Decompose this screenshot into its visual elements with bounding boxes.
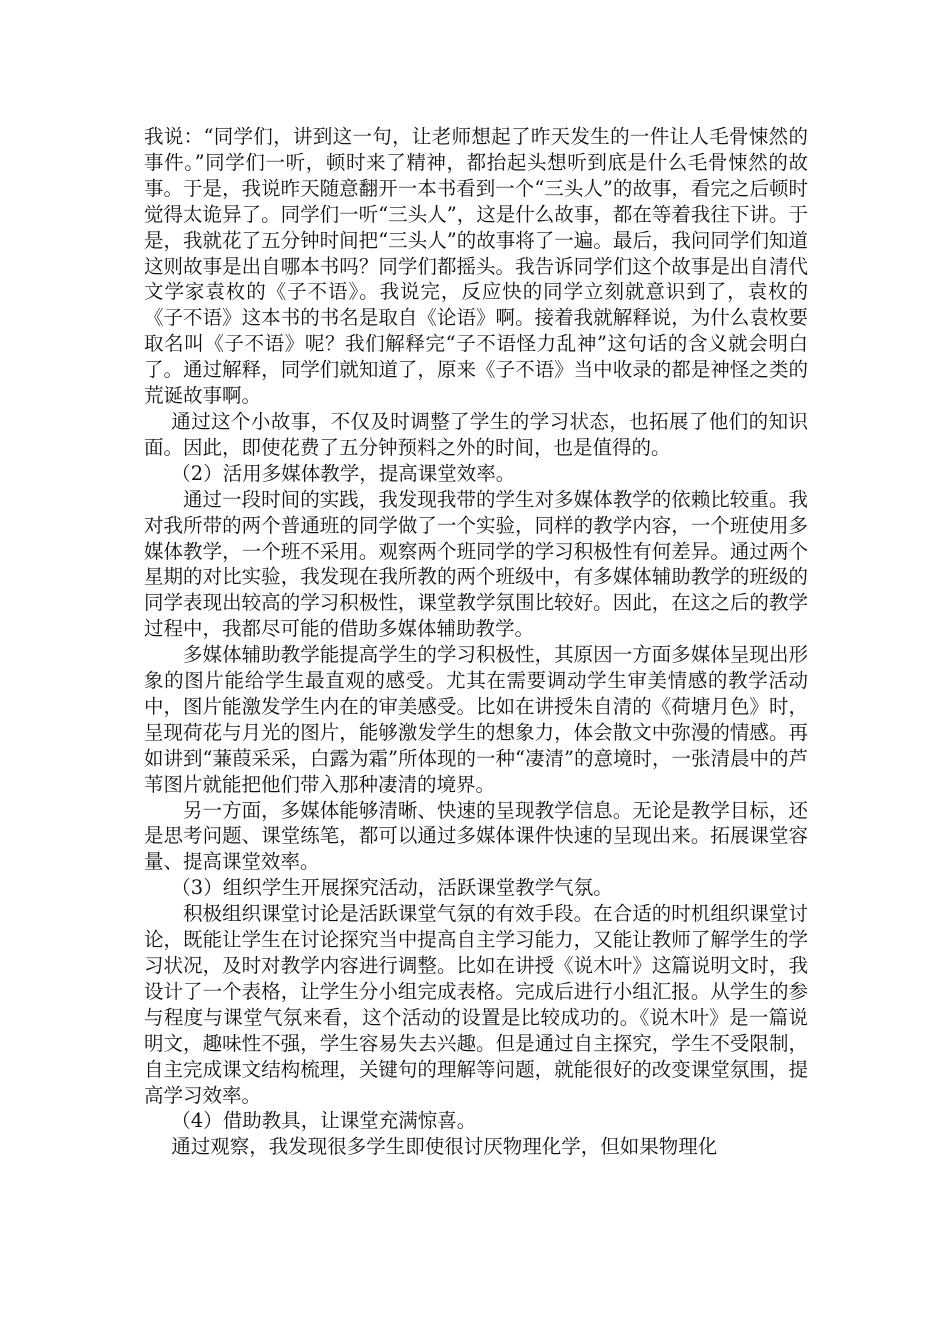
section-heading-inquiry: （3）组织学生开展探究活动，活跃课堂教学气氛。	[171, 876, 613, 900]
section-heading-teaching-aids: （4）借助教具，让课堂充满惊喜。	[171, 1109, 477, 1133]
section-heading-multimedia: （2）活用多媒体教学，提高课堂效率。	[171, 461, 516, 485]
paragraph-inquiry-discussion: 积极组织课堂讨论是活跃课堂气氛的有效手段。在合适的时机组织课堂讨论，既能让学生在讨论探究当中提高自主学习能力，又能让教师了解学生的学习状况，及时对教学内容进行调整。比如在讲授《说木叶》这篇说明文时，我设计了一个表格，让学生分小组完成表格。完成后进行小组汇报。从学生的参与程度与课堂气氛来看，这个活动的设置是比较成功的。《说木叶》是一篇说明文，趣味性不强，学生容易失去兴趣。但是通过自主探究，学生不受限制，自主完成课文结构梳理，关键句的理解等问题，就能很好的改变课堂氛围，提高学习效率。	[144, 902, 808, 1107]
paragraph-teaching-aids: 通过观察，我发现很多学生即使很讨厌物理化学，但如果物理化	[171, 1135, 718, 1159]
paragraph-multimedia-images: 多媒体辅助教学能提高学生的学习积极性，其原因一方面多媒体呈现出形象的图片能给学生最直观的感受。尤其在需要调动学生审美情感的教学活动中，图片能激发学生内在的审美感受。比如在讲授朱自清的《荷塘月色》时，呈现荷花与月光的图片，能够激发学生的想象力，体会散文中弥漫的情感。再如讲到“蒹葭采采，白露为霜”所体现的一种“凄清”的意境时，一张清晨中的芦苇图片就能把他们带入那种凄清的境界。	[144, 643, 808, 796]
document-page	[144, 124, 808, 1160]
paragraph-story-benefit: 通过这个小故事，不仅及时调整了学生的学习状态，也拓展了他们的知识面。因此，即使花费了五分钟预料之外的时间，也是值得的。	[144, 409, 808, 459]
paragraph-multimedia-info: 另一方面，多媒体能够清晰、快速的呈现教学信息。无论是教学目标，还是思考问题、课堂练笔，都可以通过多媒体课件快速的呈现出来。拓展课堂容量、提高课堂效率。	[144, 798, 808, 874]
paragraph-multimedia-experiment: 通过一段时间的实践，我发现我带的学生对多媒体教学的依赖比较重。我对我所带的两个普通班的同学做了一个实验，同样的教学内容，一个班使用多媒体教学，一个班不采用。观察两个班同学的学习积极性有何差异。通过两个星期的对比实验，我发现在我所教的两个班级中，有多媒体辅助教学的班级的同学表现出较高的学习积极性，课堂教学氛围比较好。因此，在这之后的教学过程中，我都尽可能的借助多媒体辅助教学。	[144, 487, 808, 641]
paragraph-anecdote: 我说：“同学们，讲到这一句，让老师想起了昨天发生的一件让人毛骨悚然的事件。”同学们一听，顿时来了精神，都抬起头想听到底是什么毛骨悚然的故事。于是，我说昨天随意翻开一本书看到一个“三头人”的故事，看完之后顿时觉得太诡异了。同学们一听“三头人”，这是什么故事，都在等着我往下讲。于是，我就花了五分钟时间把“三头人”的故事将了一遍。最后，我问同学们知道这则故事是出自哪本书吗？同学们都摇头。我告诉同学们这个故事是出自清代文学家袁枚的《子不语》。我说完，反应快的同学立刻就意识到了，袁枚的《子不语》这本书的书名是取自《论语》啊。接着我就解释说，为什么袁枚要取名叫《子不语》呢？我们解释完“子不语怪力乱神”这句话的含义就会明白了。通过解释，同学们就知道了，原来《子不语》当中收录的都是神怪之类的荒诞故事啊。	[144, 125, 808, 408]
